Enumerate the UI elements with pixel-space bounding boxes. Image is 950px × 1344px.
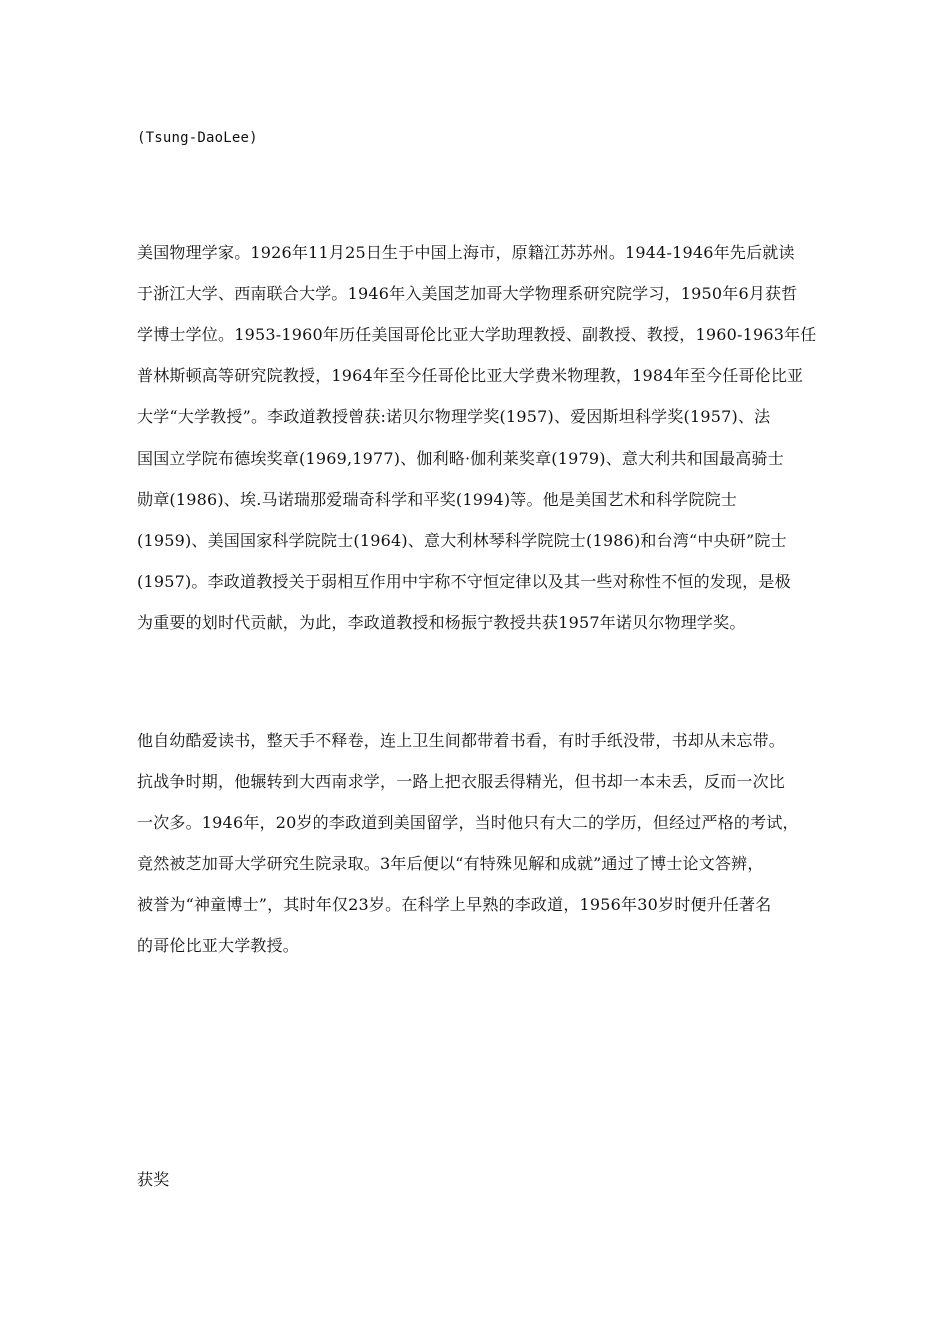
- paragraph-line: 学博士学位。1953-1960年历任美国哥伦比亚大学助理教授、副教授、教授，1960-1963年任: [137, 325, 817, 344]
- paragraph-line: 竟然被芝加哥大学研究生院录取。3年后便以“有特殊见解和成就”通过了博士论文答辨，: [137, 854, 764, 873]
- section-heading: 获奖: [137, 1170, 170, 1189]
- paragraph-line: 大学“大学教授”。李政道教授曾获:诺贝尔物理学奖(1957)、爱因斯坦科学奖(1957)、法: [137, 407, 771, 426]
- paragraph-line: 一次多。1946年，20岁的李政道到美国留学，当时他只有大二的学历，但经过严格的考试，: [137, 813, 799, 832]
- paragraph-line: 美国物理学家。1926年11月25日生于中国上海市，原籍江苏苏州。1944-1946年先后就读: [137, 243, 795, 262]
- paragraph-line: (1957)。李政道教授关于弱相互作用中宇称不守恒定律以及其一些对称性不恒的发现，是极: [137, 572, 791, 591]
- paragraph-line: 普林斯顿高等研究院教授，1964年至今任哥伦比亚大学费米物理教，1984年至今任哥伦比亚: [137, 366, 804, 385]
- paragraph-line: 于浙江大学、西南联合大学。1946年入美国芝加哥大学物理系研究院学习，1950年6月获哲: [137, 284, 798, 303]
- paragraph-line: 被誉为“神童博士”，其时年仅23岁。在科学上早熟的李政道，1956年30岁时便升任著名: [137, 895, 772, 914]
- paragraph-line: 抗战争时期，他辗转到大西南求学，一路上把衣服丢得精光，但书却一本未丢，反而一次比: [137, 772, 786, 791]
- latin-name-heading: (Tsung-DaoLee): [137, 130, 258, 146]
- paragraph-line: 国国立学院布德埃奖章(1969,1977)、伽利略·伽利莱奖章(1979)、意大利共和国最高骑士: [137, 449, 784, 468]
- paragraph-line: 他自幼酷爱读书，整天手不释卷，连上卫生间都带着书看，有时手纸没带，书却从未忘带。: [137, 731, 786, 750]
- paragraph-line: 为重要的划时代贡献，为此，李政道教授和杨振宁教授共获1957年诺贝尔物理学奖。: [137, 613, 746, 632]
- paragraph-line: 勋章(1986)、埃.马诺瑞那爱瑞奇科学和平奖(1994)等。他是美国艺术和科学院院士: [137, 490, 738, 509]
- paragraph-line: 的哥伦比亚大学教授。: [137, 936, 300, 955]
- paragraph-line: (1959)、美国国家科学院院士(1964)、意大利林琴科学院院士(1986)和台湾“中央研”院士: [137, 531, 787, 550]
